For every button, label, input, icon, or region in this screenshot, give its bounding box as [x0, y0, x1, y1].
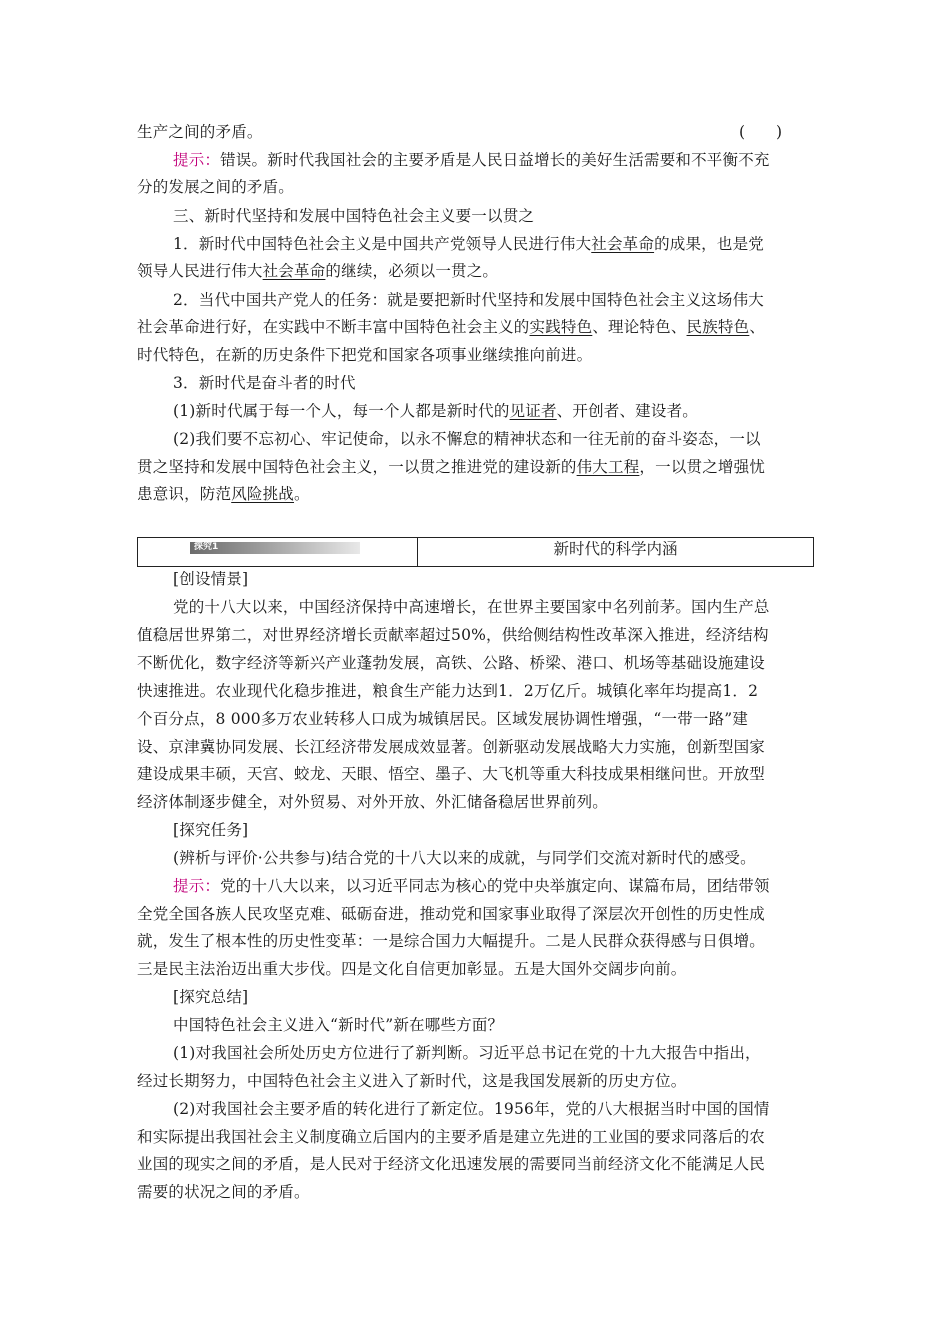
text-line — [173, 1099, 815, 1119]
underlined-term: 社会革命 — [591, 235, 655, 253]
text-span: 的成果，也是党 — [654, 235, 764, 253]
text-line — [137, 1071, 815, 1091]
text-span: [探究任务] — [173, 821, 249, 839]
hint-label: 提示： — [173, 877, 221, 895]
text-span: (辨析与评价·公共参与)结合党的十八大以来的成就，与同学们交流对新时代的感受。 — [173, 849, 756, 867]
text-span: 不断优化，数字经济等新兴产业蓬勃发展，高铁、公路、桥梁、港口、机场等基础设施建设 — [137, 654, 766, 672]
text-line — [173, 1015, 815, 1035]
text-span: 领导人民进行伟大 — [137, 262, 263, 280]
text-line — [137, 764, 815, 784]
underlined-term: 社会革命 — [262, 262, 326, 280]
text-span: 生产之间的矛盾。 — [137, 123, 263, 141]
text-span: 个百分点，8 000多万农业转移人口成为城镇居民。区域发展协调性增强，“一带一路”建 — [137, 710, 749, 728]
text-line — [137, 261, 815, 281]
answer-parentheses: ( ) — [739, 123, 783, 141]
text-span: 快速推进。农业现代化稳步推进，粮食生产能力达到1．2万亿斤。城镇化率年均提高1．2 — [137, 682, 759, 700]
text-span: 需要的状况之间的矛盾。 — [137, 1183, 310, 1201]
text-span: 3．新时代是奋斗者的时代 — [173, 374, 356, 392]
hint-label: 提示： — [173, 151, 221, 169]
subsection-label — [173, 820, 815, 840]
text-span: 经过长期努力，中国特色社会主义进入了新时代，这是我国发展新的历史方位。 — [137, 1072, 687, 1090]
text-span: (1)对我国社会所处历史方位进行了新判断。习近平总书记在党的十九大报告中指出， — [173, 1044, 761, 1062]
text-span: 设、京津冀协同发展、长江经济带发展成效显著。创新驱动发展战略大力实施，创新型国家 — [137, 738, 766, 756]
section-heading — [173, 206, 815, 226]
text-span: 。 — [294, 485, 310, 503]
text-line — [173, 1043, 815, 1063]
topic-table — [137, 537, 814, 567]
text-span: 值稳居世界第二，对世界经济增长贡献率超过50%，供给侧结构性改革深入推进，经济结构 — [137, 626, 769, 644]
underlined-term: 实践特色 — [529, 318, 593, 336]
text-line — [137, 122, 815, 142]
text-span: (2)我们要不忘初心、牢记使命，以永不懈怠的精神状态和一往无前的奋斗姿态，一以 — [173, 430, 761, 448]
text-span: 、理论特色、 — [592, 318, 687, 336]
text-span: (2)对我国社会主要矛盾的转化进行了新定位。1956年，党的八大根据当时中国的国情 — [173, 1100, 770, 1118]
text-span: ，一以贯之增强忧 — [639, 458, 766, 476]
text-line — [137, 959, 815, 979]
text-line — [137, 457, 815, 477]
text-line — [173, 290, 815, 310]
text-span: 中国特色社会主义进入“新时代”新在哪些方面？ — [173, 1016, 504, 1034]
text-line — [173, 401, 815, 421]
text-span: 、 — [749, 318, 766, 336]
text-span: 全党全国各族人民攻坚克难、砥砺奋进，推动党和国家事业取得了深层次开创性的历史性成 — [137, 905, 766, 923]
text-line — [137, 653, 815, 673]
text-line — [137, 709, 815, 729]
underlined-term: 见证者 — [509, 402, 557, 420]
text-span: 党的十八大以来，以习近平同志为核心的党中央举旗定向、谋篇布局，团结带领 — [220, 877, 770, 895]
text-line — [137, 737, 815, 757]
text-span: 分的发展之间的矛盾。 — [137, 178, 295, 196]
text-line — [137, 625, 815, 645]
text-line — [137, 1182, 815, 1202]
text-span: 时代特色，在新的历史条件下把党和国家各项事业继续推向前进。 — [137, 346, 593, 364]
text-line — [137, 904, 815, 924]
text-span: 1．新时代中国特色社会主义是中国共产党领导人民进行伟大 — [173, 235, 592, 253]
subsection-label — [173, 569, 815, 589]
text-span: 患意识，防范 — [137, 485, 232, 503]
text-line — [173, 373, 815, 393]
hint-line — [173, 876, 815, 896]
text-line — [137, 345, 815, 365]
text-line — [137, 1154, 815, 1174]
explore-tag — [190, 542, 360, 554]
text-span: 错误。新时代我国社会的主要矛盾是人民日益增长的美好生活需要和不平衡不充 — [220, 151, 770, 169]
text-line — [137, 484, 815, 504]
text-span: 、开创者、建设者。 — [556, 402, 698, 420]
subsection-label — [173, 987, 815, 1007]
text-span: 贯之坚持和发展中国特色社会主义，一以贯之推进党的建设新的 — [137, 458, 577, 476]
text-span: [创设情景] — [173, 570, 249, 588]
text-line — [137, 931, 815, 951]
text-line — [137, 177, 815, 197]
text-span: 2．当代中国共产党人的任务：就是要把新时代坚持和发展中国特色社会主义这场伟大 — [173, 291, 764, 309]
text-line — [173, 234, 815, 254]
text-span: 和实际提出我国社会主义制度确立后国内的主要矛盾是建立先进的工业国的要求同落后的农 — [137, 1128, 766, 1146]
text-span: 的继续，必须以一贯之。 — [325, 262, 499, 280]
underlined-term: 风险挑战 — [231, 485, 295, 503]
hint-line — [173, 150, 815, 170]
text-line — [137, 681, 815, 701]
text-span: 经济体制逐步健全，对外贸易、对外开放、外汇储备稳居世界前列。 — [137, 793, 609, 811]
text-span: 党的十八大以来，中国经济保持中高速增长，在世界主要国家中名列前茅。国内生产总 — [173, 598, 770, 616]
topic-title: 新时代的科学内涵 — [553, 540, 678, 558]
text-line — [137, 792, 815, 812]
text-span: 社会革命进行好，在实践中不断丰富中国特色社会主义的 — [137, 318, 530, 336]
text-line — [173, 429, 815, 449]
explore-tag-label: 探究1 — [194, 542, 219, 552]
text-line — [173, 848, 815, 868]
text-line — [137, 317, 815, 337]
text-span: (1)新时代属于每一个人，每一个人都是新时代的 — [173, 402, 510, 420]
text-span: 三是民主法治迈出重大步伐。四是文化自信更加彰显。五是大国外交阔步向前。 — [137, 960, 687, 978]
text-line — [137, 1127, 815, 1147]
text-span: 就，发生了根本性的历史性变革：一是综合国力大幅提升。二是人民群众获得感与日俱增。 — [137, 932, 766, 950]
text-span: 建设成果丰硕，天宫、蛟龙、天眼、悟空、墨子、大飞机等重大科技成果相继问世。开放型 — [137, 765, 766, 783]
text-span: 三、新时代坚持和发展中国特色社会主义要一以贯之 — [173, 207, 535, 225]
underlined-term: 民族特色 — [686, 318, 750, 336]
text-span: 业国的现实之间的矛盾，是人民对于经济文化迅速发展的需要同当前经济文化不能满足人民 — [137, 1155, 766, 1173]
text-span: [探究总结] — [173, 988, 249, 1006]
underlined-term: 伟大工程 — [576, 458, 640, 476]
text-line — [173, 597, 815, 617]
